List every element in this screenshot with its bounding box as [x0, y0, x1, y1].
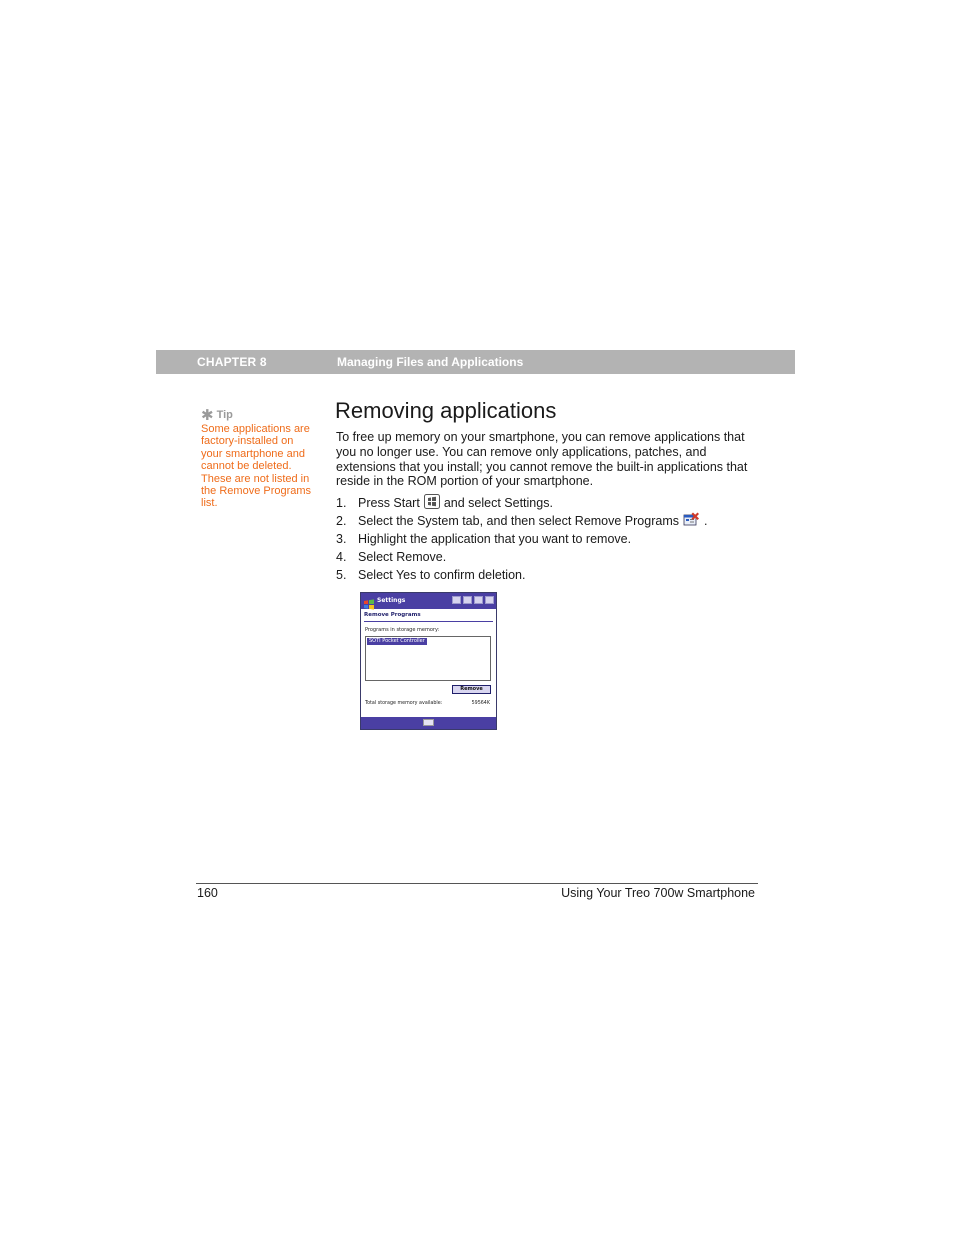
- chapter-label: CHAPTER 8: [197, 355, 267, 369]
- device-list-label: Programs in storage memory:: [365, 627, 440, 633]
- intro-paragraph: To free up memory on your smartphone, you can remove applications that you no longer use. You can remove only applications, patches, and extensions that you install; you cannot remove the built-in applications that reside in the ROM portion of your smartphone.: [336, 430, 748, 489]
- step-number: 5.: [336, 568, 347, 582]
- tip-label: Tip: [216, 409, 233, 421]
- step-text: Highlight the application that you want to remove.: [358, 532, 632, 546]
- page-number: 160: [197, 886, 218, 900]
- steps-list: [336, 494, 776, 584]
- step-number: 3.: [336, 532, 347, 546]
- device-title: Settings: [377, 597, 406, 604]
- list-item: [336, 512, 776, 530]
- step-text: Select Yes to confirm deletion.: [358, 568, 526, 582]
- list-item[interactable]: SOTI Pocket Controller: [369, 638, 425, 644]
- device-subheading: Remove Programs: [364, 612, 421, 618]
- step-number: 1.: [336, 496, 347, 510]
- device-divider: [364, 621, 493, 622]
- asterisk-icon: ✱: [201, 405, 214, 424]
- keyboard-icon[interactable]: [423, 719, 434, 726]
- list-item: [336, 548, 776, 566]
- signal-icon: [463, 596, 472, 604]
- speaker-icon: [474, 596, 483, 604]
- step-text: Press Start: [358, 496, 420, 510]
- remove-button[interactable]: Remove: [452, 685, 491, 694]
- device-storage-label: Total storage memory available:: [365, 701, 443, 706]
- chapter-title: Managing Files and Applications: [337, 355, 524, 369]
- tip-sidebar: [201, 407, 313, 510]
- device-bottom-bar: [361, 717, 496, 729]
- tip-text: Some applications are factory-installed on your smartphone and cannot be deleted. These are not listed in the Remove Programs list.: [201, 423, 312, 510]
- start-icon: [424, 494, 440, 512]
- book-title: Using Your Treo 700w Smartphone: [561, 886, 755, 900]
- device-screenshot: [360, 592, 497, 730]
- list-item: [336, 530, 776, 548]
- step-text: and select Settings.: [443, 496, 553, 510]
- device-status-icons: [452, 596, 494, 604]
- section-title: Removing applications: [335, 398, 557, 423]
- step-number: 2.: [336, 514, 347, 528]
- list-item: [336, 494, 776, 512]
- ok-icon[interactable]: [485, 596, 494, 604]
- step-text: Select Remove.: [358, 550, 447, 564]
- step-text: Select the System tab, and then select Remove Programs: [358, 514, 679, 528]
- footer-divider: [196, 883, 758, 884]
- battery-icon: [452, 596, 461, 604]
- device-storage-value: 59564K: [471, 701, 490, 706]
- step-number: 4.: [336, 550, 347, 564]
- chapter-header-bar: [156, 350, 795, 374]
- device-title-bar: [361, 593, 496, 609]
- tip-header: [201, 407, 313, 423]
- remove-programs-icon: [683, 512, 700, 530]
- list-item: [336, 566, 776, 584]
- step-text: .: [704, 514, 708, 528]
- device-program-list[interactable]: [365, 636, 491, 681]
